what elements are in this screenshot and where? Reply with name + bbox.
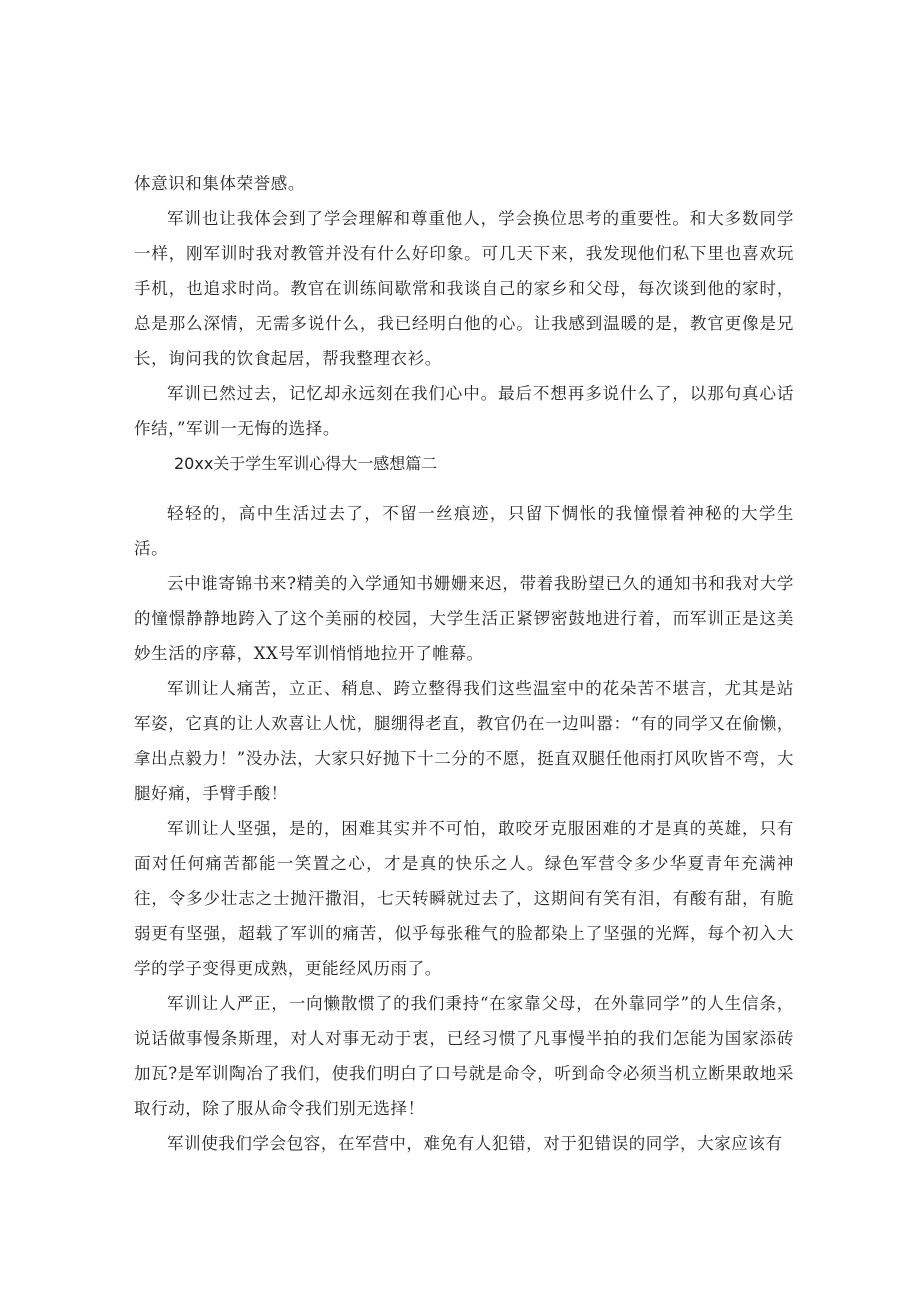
paragraph: 军训让人严正，一向懒散惯了的我们秉持“在家靠父母，在外靠同学”的人生信条，说话做事慢条斯理，对人对事无动于衷，已经习惯了凡事慢半拍的我们怎能为国家添砖加瓦?是军训陶冶了我们，使我们明白了口号就是命令，听到命令必须当机立断果敢地采取行动，除了服从命令我们别无选择！ bbox=[134, 994, 794, 1118]
section-heading: 20xx关于学生军训心得大一感想篇二 bbox=[174, 454, 438, 473]
paragraph: 军训已然过去，记忆却永远刻在我们心中。最后不想再多说什么了，以那句真心话作结，”军训一无悔的选择。 bbox=[134, 384, 794, 438]
paragraph: 军训让人痛苦，立正、稍息、跨立整得我们这些温室中的花朵苦不堪言，尤其是站军姿，它真的让人欢喜让人忧，腿绷得老直，教官仍在一边叫嚣：“有的同学又在偷懒，拿出点毅力！”没办法，大家只好抛下十二分的不愿，挺直双腿任他雨打风吹皆不弯，大腿好痛，手臂手酸！ bbox=[134, 679, 794, 803]
paragraph: 轻轻的，高中生活过去了，不留一丝痕迹，只留下惆怅的我憧憬着神秘的大学生活。 bbox=[134, 504, 794, 558]
paragraph: 军训使我们学会包容，在军营中，难免有人犯错，对于犯错误的同学，大家应该有 bbox=[167, 1134, 783, 1153]
paragraph: 军训也让我体会到了学会理解和尊重他人，学会换位思考的重要性。和大多数同学一样，刚军训时我对教管并没有什么好印象。可几天下来，我发现他们私下里也喜欢玩手机，也追求时尚。教官在训练间歇常和我谈自己的家乡和父母，每次谈到他的家时，总是那么深情，无需多说什么，我已经明白他的心。让我感到温暖的是，教官更像是兄长，询问我的饮食起居，帮我整理衣衫。 bbox=[134, 209, 794, 368]
paragraph-continuation: 体意识和集体荣誉感。 bbox=[134, 174, 305, 193]
document-page bbox=[134, 166, 794, 1161]
paragraph: 军训让人坚强，是的，困难其实并不可怕，敢咬牙克服困难的才是真的英雄，只有面对任何痛苦都能一笑置之心，才是真的快乐之人。绿色军营令多少华夏青年充满神往，令多少壮志之士抛汗撒泪，七天转瞬就过去了，这期间有笑有泪，有酸有甜，有脆弱更有坚强，超载了军训的痛苦，似乎每张稚气的脸都染上了坚强的光辉，每个初入大学的学子变得更成熟，更能经风历雨了。 bbox=[134, 819, 794, 978]
paragraph: 云中谁寄锦书来?精美的入学通知书姗姗来迟，带着我盼望已久的通知书和我对大学的憧憬静静地跨入了这个美丽的校园，大学生活正紧锣密鼓地进行着，而军训正是这美妙生活的序幕，XX号军训悄悄地拉开了帷幕。 bbox=[134, 574, 794, 663]
